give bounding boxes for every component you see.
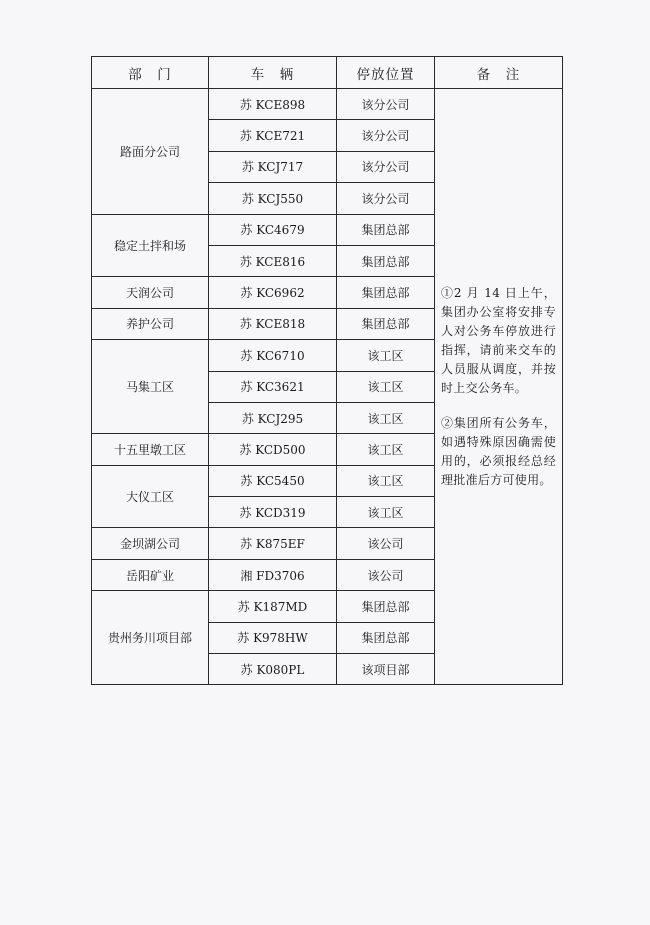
parking-location-cell: 该项目部	[337, 654, 435, 685]
department-cell: 稳定土拌和场	[92, 214, 209, 277]
remark-item: ②集团所有公务车，如遇特殊原因确需使用的，必须报经总经理批准后方可使用。	[441, 415, 556, 487]
header-location: 停放位置	[337, 57, 435, 89]
parking-location-cell: 该工区	[337, 371, 435, 402]
department-cell: 马集工区	[92, 340, 209, 434]
parking-location-cell: 该分公司	[337, 183, 435, 214]
vehicle-plate-cell: 苏 KCE816	[209, 245, 337, 276]
parking-location-cell: 该工区	[337, 340, 435, 371]
vehicle-plate-cell: 苏 KC4679	[209, 214, 337, 245]
vehicle-plate-cell: 苏 K080PL	[209, 654, 337, 685]
parking-location-cell: 集团总部	[337, 214, 435, 245]
parking-location-cell: 该工区	[337, 465, 435, 496]
parking-location-cell: 该公司	[337, 528, 435, 559]
vehicle-plate-cell: 苏 KCE898	[209, 89, 337, 120]
vehicle-plate-cell: 苏 K187MD	[209, 591, 337, 622]
remark-item: ①2 月 14 日上午，集团办公室将安排专人对公务车停放进行指挥，请前来交车的人员服从调度，并按时上交公务车。	[441, 285, 556, 395]
parking-location-cell: 该分公司	[337, 120, 435, 151]
department-cell: 天润公司	[92, 277, 209, 308]
table-header-row	[92, 57, 563, 89]
department-cell: 路面分公司	[92, 89, 209, 215]
vehicle-plate-cell: 苏 KCJ295	[209, 402, 337, 433]
table-row	[92, 89, 563, 120]
vehicle-plate-cell: 苏 K875EF	[209, 528, 337, 559]
department-cell: 十五里墩工区	[92, 434, 209, 465]
header-department: 部 门	[92, 57, 209, 89]
vehicle-plate-cell: 苏 K978HW	[209, 622, 337, 653]
parking-location-cell: 该工区	[337, 402, 435, 433]
parking-location-cell: 该分公司	[337, 151, 435, 182]
vehicle-plate-cell: 苏 KC5450	[209, 465, 337, 496]
parking-location-cell: 该公司	[337, 559, 435, 590]
table-body	[92, 89, 563, 685]
department-cell: 养护公司	[92, 308, 209, 339]
vehicle-plate-cell: 湘 FD3706	[209, 559, 337, 590]
parking-location-cell: 该分公司	[337, 89, 435, 120]
vehicle-plate-cell: 苏 KCD500	[209, 434, 337, 465]
parking-location-cell: 集团总部	[337, 591, 435, 622]
header-vehicle: 车 辆	[209, 57, 337, 89]
vehicle-plate-cell: 苏 KC6710	[209, 340, 337, 371]
department-cell: 岳阳矿业	[92, 559, 209, 590]
department-cell: 大仪工区	[92, 465, 209, 528]
vehicle-plate-cell: 苏 KCJ717	[209, 151, 337, 182]
parking-location-cell: 集团总部	[337, 308, 435, 339]
department-cell: 贵州务川项目部	[92, 591, 209, 685]
vehicle-plate-cell: 苏 KCJ550	[209, 183, 337, 214]
vehicle-parking-table	[91, 56, 563, 685]
vehicle-plate-cell: 苏 KCE721	[209, 120, 337, 151]
vehicle-plate-cell: 苏 KC6962	[209, 277, 337, 308]
vehicle-plate-cell: 苏 KCE818	[209, 308, 337, 339]
parking-location-cell: 集团总部	[337, 622, 435, 653]
parking-location-cell: 该工区	[337, 434, 435, 465]
header-remarks: 备 注	[435, 57, 563, 89]
parking-location-cell: 集团总部	[337, 245, 435, 276]
remarks-cell	[435, 89, 563, 685]
department-cell: 金坝湖公司	[92, 528, 209, 559]
vehicle-plate-cell: 苏 KC3621	[209, 371, 337, 402]
parking-location-cell: 该工区	[337, 497, 435, 528]
vehicle-plate-cell: 苏 KCD319	[209, 497, 337, 528]
parking-location-cell: 集团总部	[337, 277, 435, 308]
